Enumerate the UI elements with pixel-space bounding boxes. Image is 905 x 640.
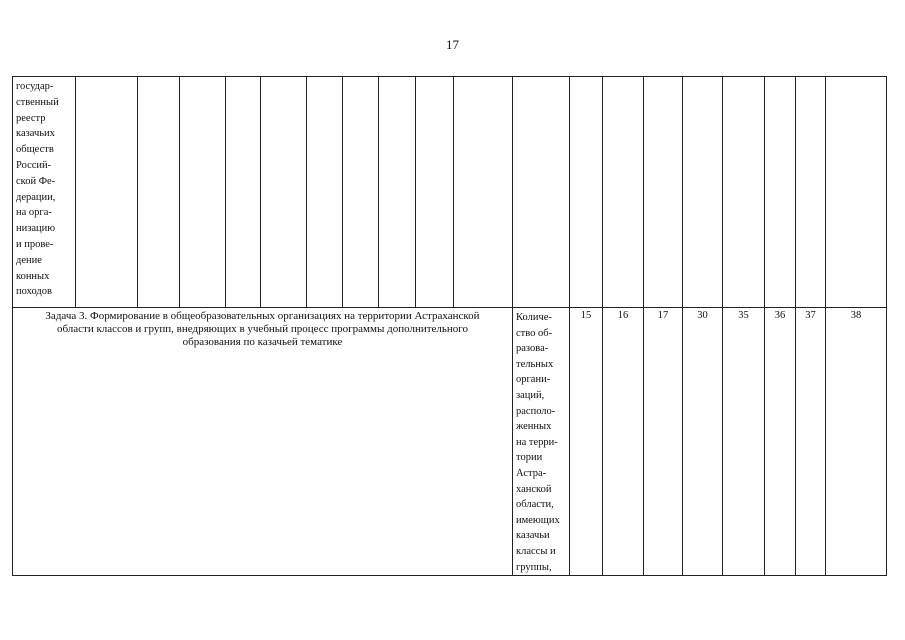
table-cell <box>180 77 226 308</box>
indicator-value: 37 <box>805 310 816 321</box>
indicator-value: 30 <box>697 310 708 321</box>
table-row <box>13 308 887 576</box>
value-cell <box>826 308 887 576</box>
event-name-cell <box>13 77 76 308</box>
indicator-cell <box>513 308 570 576</box>
indicator-value: 15 <box>580 310 592 321</box>
indicator-text: Количе- ство об- разова- тельных органи- заций, располо- женных на терри- тории Астра- ханской области, имеющих казачьи классы и группы, <box>516 312 560 573</box>
table-cell <box>796 77 826 308</box>
table-cell <box>513 77 570 308</box>
table-cell <box>723 77 765 308</box>
value-cell <box>765 308 796 576</box>
value-cell <box>796 308 826 576</box>
indicator-value: 17 <box>657 310 669 321</box>
indicator-value: 38 <box>850 310 862 321</box>
table-cell <box>138 77 180 308</box>
task-cell <box>13 308 513 576</box>
value-cell <box>723 308 765 576</box>
table-cell <box>343 77 379 308</box>
table-cell <box>454 77 513 308</box>
value-cell <box>570 308 603 576</box>
value-cell <box>644 308 683 576</box>
table-cell <box>379 77 416 308</box>
table-cell <box>416 77 454 308</box>
indicator-value: 35 <box>738 310 749 321</box>
table-cell <box>765 77 796 308</box>
table-cell <box>826 77 887 308</box>
table-row <box>13 77 887 308</box>
table-cell <box>570 77 603 308</box>
indicator-value: 36 <box>774 310 786 321</box>
table-cell <box>226 77 261 308</box>
table-cell <box>603 77 644 308</box>
value-cell <box>683 308 723 576</box>
table-cell <box>644 77 683 308</box>
table-cell <box>307 77 343 308</box>
task-text: Задача 3. Формирование в общеобразовательных организациях на территории Астраханской области классов и групп, внедряющих в учебный процесс программы дополнительного образования по казачьей тематике <box>45 310 480 348</box>
program-table <box>12 76 887 576</box>
page-number: 17 <box>446 37 459 52</box>
value-cell <box>603 308 644 576</box>
table-cell <box>76 77 138 308</box>
event-name-text: государ- ственный реестр казачьих обществ Россий- ской Фе- дерации, на орга- низацию и прове- дение конных походов <box>16 81 59 298</box>
table-cell <box>683 77 723 308</box>
indicator-value: 16 <box>617 310 629 321</box>
table-cell <box>261 77 307 308</box>
